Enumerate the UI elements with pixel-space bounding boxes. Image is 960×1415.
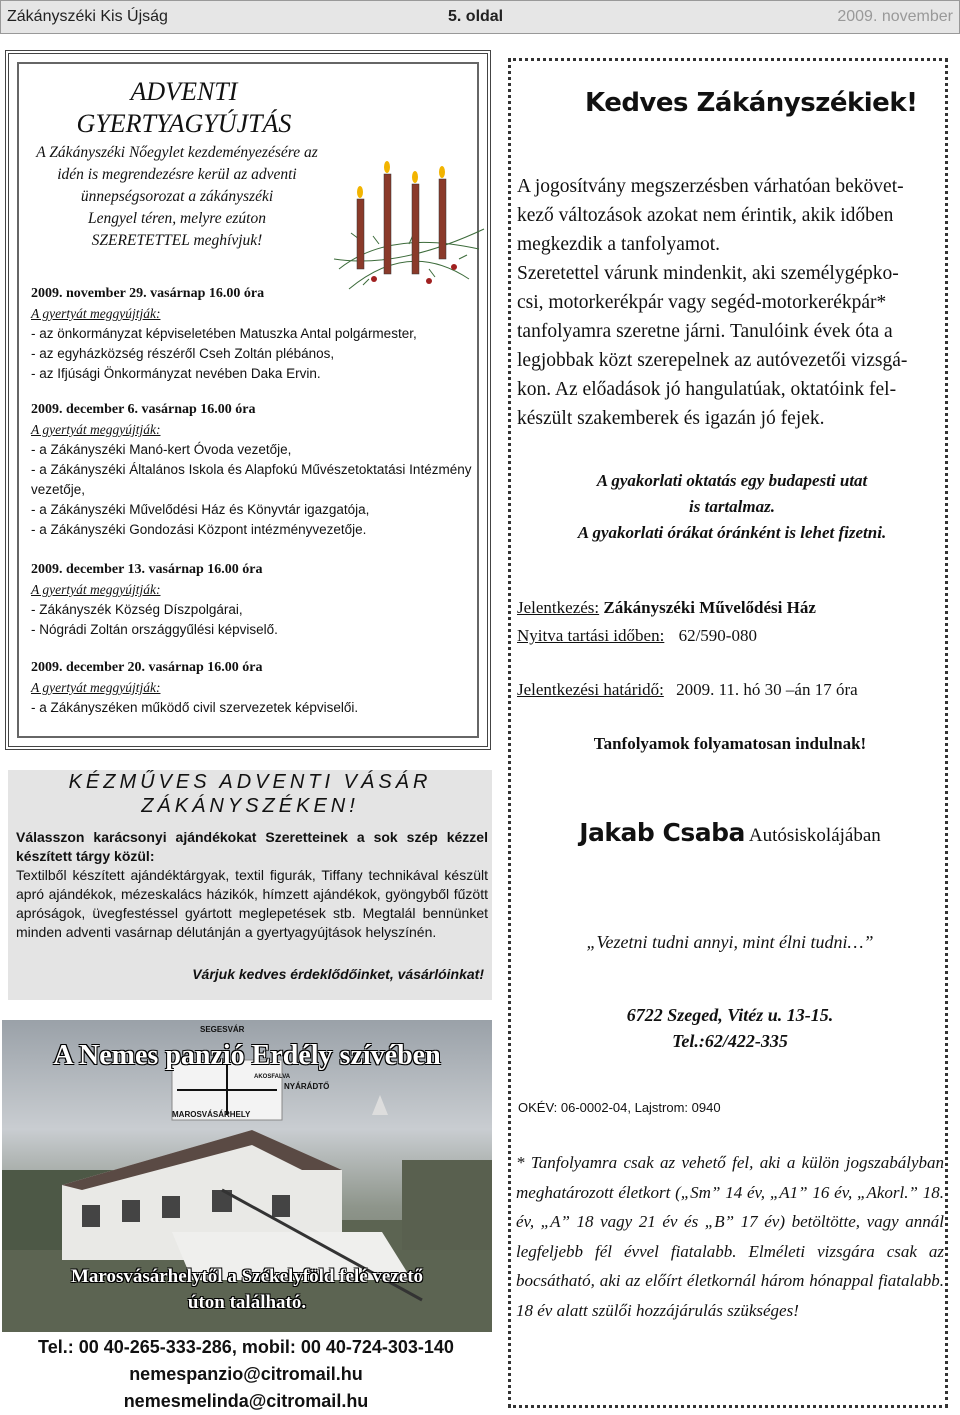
header-page-number: 5. oldal (448, 8, 504, 25)
map-label: NYÁRÁDTŐ (284, 1082, 330, 1091)
advent-intro-line: SZERETETTEL meghívjuk! (91, 232, 263, 249)
event-line: - az egyházközség részéről Cseh Zoltán plébános, (31, 346, 335, 361)
paragraph-line: legjobbak közt szerepelnek az autóvezetői vizsgá- (517, 350, 908, 371)
event-line: vezetője, (31, 482, 86, 497)
deadline-value: 2009. 11. hó 30 –án 17 óra (676, 680, 858, 699)
craft-fair-title-line1: KÉZMŰVES ADVENTI VÁSÁR (68, 771, 432, 793)
header-newspaper-name: Zákányszéki Kis Újság (7, 8, 168, 25)
event-line: - Nógrádi Zoltán országgyűlési képviselő. (31, 622, 278, 637)
advent-box (5, 50, 491, 750)
paragraph-line: kező változások azokat nem érintik, akik időben (517, 205, 894, 226)
craft-fair-title (8, 770, 492, 818)
event-line: - Zákányszék Község Díszpolgárai, (31, 602, 243, 617)
craft-fair-title-line2: ZÁKÁNYSZÉKEN! (141, 795, 359, 817)
event-date: 2009. december 13. vasárnap 16.00 óra (31, 562, 263, 577)
practical-training-note (512, 468, 952, 546)
deadline-line (517, 680, 858, 700)
school-owner-name: Jakab Csaba (579, 818, 745, 847)
phone-number: 62/590-080 (678, 626, 757, 645)
registration-value: Zákányszéki Művelődési Ház (603, 598, 816, 617)
event-line: - az Ifjúsági Önkormányzat nevében Daka Ervin. (31, 366, 321, 381)
paragraph-line: Szeretettel várunk mindenkit, aki személygépko- (517, 263, 899, 284)
event-line: - a Zákányszéki Manó-kert Óvoda vezetője, (31, 442, 292, 457)
page-header (0, 0, 960, 34)
event-label: A gyertyát meggyújtják: (31, 422, 161, 437)
craft-fair-signoff: Várjuk kedves érdeklődőinket, vásárlóinkat! (192, 966, 484, 982)
paragraph-line: A jogosítvány megszerzésben várhatóan bekövet- (517, 176, 904, 197)
paragraph-line: megkezdik a tanfolyamot. (517, 234, 721, 255)
advent-intro-line: Lengyel téren, melyre ezúton (88, 210, 266, 227)
event-line: - a Zákányszéki Művelődési Ház és Könyvtár igazgatója, (31, 502, 370, 517)
registration-label: Jelentkezés: (517, 598, 600, 617)
panzio-caption-line2: úton található. (187, 1292, 307, 1313)
paragraph-line: kon. Az előadások jó hangulatúak, oktatóink fel- (517, 379, 897, 400)
craft-fair-body (16, 828, 488, 942)
registration-number: OKÉV: 06-0002-04, Lajstrom: 0940 (518, 1100, 721, 1115)
event-label: A gyertyát meggyújtják: (31, 680, 161, 695)
event-line: - az önkormányzat képviseletében Matuszka Antal polgármester, (31, 326, 417, 341)
event-date: 2009. november 29. vasárnap 16.00 óra (31, 286, 265, 301)
advent-event-1 (31, 284, 481, 384)
registration-line (517, 598, 816, 618)
panzio-contact (0, 1334, 492, 1415)
address-line: 6722 Szeged, Vitéz u. 13-15. (626, 1005, 834, 1025)
advent-title-line1: ADVENTI (130, 77, 238, 106)
advent-intro-line: idén is megrendezésre kerül az adventi (57, 166, 297, 183)
opening-hours-label: Nyitva tartási időben: (517, 626, 665, 645)
advent-event-3 (31, 560, 481, 640)
advent-title (39, 76, 329, 140)
paragraph-line: készült szakemberek és igazán jó fejek. (517, 408, 825, 429)
event-label: A gyertyát meggyújtják: (31, 306, 161, 321)
event-line: - a Zákányszéki Általános Iskola és Alapfokú Művészetoktatási Intézmény (31, 462, 472, 477)
paragraph-line: tanfolyamra szeretne járni. Tanulóink évek óta a (517, 321, 893, 342)
map-label: AKOSFALVA (254, 1074, 291, 1080)
jakab-csaba-line (510, 818, 950, 847)
advent-event-4 (31, 658, 481, 718)
advent-intro (27, 142, 327, 252)
event-date: 2009. december 6. vasárnap 16.00 óra (31, 402, 256, 417)
deadline-label: Jelentkezési határidő: (517, 680, 664, 699)
panzio-email[interactable]: nemespanzio@citromail.hu (129, 1364, 363, 1384)
advent-intro-line: A Zákányszéki Nőegylet kezdeményezésére az (36, 144, 318, 161)
craft-fair-box (8, 770, 492, 1000)
panzio-email[interactable]: nemesmelinda@citromail.hu (123, 1391, 369, 1411)
event-line: - a Zákányszéki Gondozási Központ intézményvezetője. (31, 522, 367, 537)
advent-event-2 (31, 400, 481, 540)
panzio-caption-line1: Marosvásárhelytől a Székelyföld felé vezető (70, 1266, 424, 1287)
panzio-phone: Tel.: 00 40-265-333-286, mobil: 00 40-724-303-140 (38, 1337, 454, 1357)
school-suffix: Autósiskolájában (748, 825, 881, 846)
header-date: 2009. november (837, 8, 953, 25)
footnote: * Tanfolyamra csak az vehető fel, aki a külön jogszabályban meghatározott életkort („Sm” 14 év, „A1” 16 év, „Akorl.” 18. év, „A” 18 vagy 21 év és „B” 17 év) betöltötte, vagy annál legfeljebb fél évvel fiatalabb. Elméleti vizsgára csak az bocsátható, aki az előírt életkornál három hónappal fiatalabb. 18 év alatt szülői hozzájárulás szükséges! (516, 1153, 944, 1320)
panzio-caption (2, 1264, 492, 1316)
map-label: MAROSVÁSÁRHELY (172, 1110, 251, 1119)
note-line: A gyakorlati órákat óránként is lehet fizetni. (577, 523, 887, 542)
courses-continuous: Tanfolyamok folyamatosan indulnak! (593, 734, 867, 753)
panzio-title: A Nemes panzió Erdély szívében (53, 1040, 441, 1071)
candles-illustration (329, 119, 489, 309)
craft-fair-text: Textilből készített ajándéktárgyak, textil figurák, Tiffany technikával készült apró ajándékok, mézeskalács házikók, hímzett ajándékok, gyöngyből fűzött apróságok, üvegfestéssel gyártott meglepetések stb. Megtalál bennünket minden adventi vasárnap délutánján a gyertyagyújtások helyszínén. (16, 867, 488, 940)
driving-school-paragraph-1 (517, 172, 945, 433)
motto: „Vezetni tudni annyi, mint élni tudni…” (586, 932, 874, 952)
event-label: A gyertyát meggyújtják: (31, 582, 161, 597)
map-label: SEGESVÁR (200, 1025, 245, 1034)
note-line: is tartalmaz. (689, 497, 775, 516)
paragraph-line: csi, motorkerékpár vagy segéd-motorkerékpár* (517, 292, 887, 313)
phone-line: Tel.:62/422-335 (672, 1031, 788, 1051)
note-line: A gyakorlati oktatás egy budapesti utat (596, 471, 868, 490)
craft-fair-intro: Válasszon karácsonyi ajándékokat Szeretteinek a sok szép kézzel készített tárgy közül: (16, 829, 488, 864)
advent-title-line2: GYERTYAGYÚJTÁS (76, 109, 292, 138)
opening-hours-line (517, 626, 757, 646)
advent-intro-line: ünnepségsorozat a zákányszéki (80, 188, 274, 205)
driving-school-headline: Kedves Zákányszékiek! (585, 88, 918, 118)
school-address (510, 1002, 950, 1054)
event-date: 2009. december 20. vasárnap 16.00 óra (31, 660, 263, 675)
event-line: - a Zákányszéken működő civil szervezetek képviselői. (31, 700, 359, 715)
panzio-photo-ad (2, 1020, 492, 1332)
